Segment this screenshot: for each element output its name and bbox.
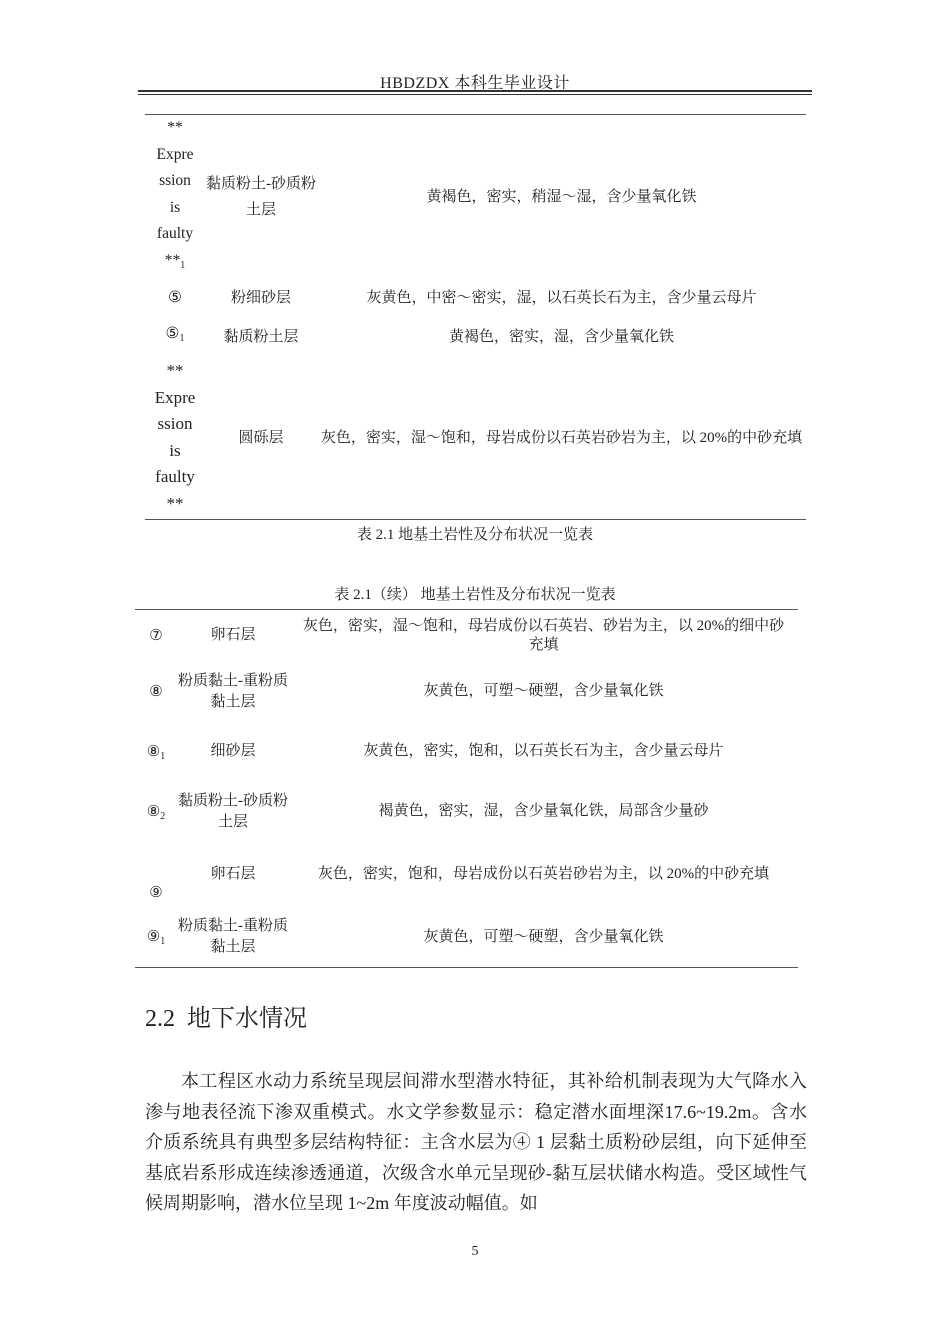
table-row bbox=[135, 908, 798, 968]
layer-id: $⑧_2$ bbox=[146, 803, 166, 822]
layer-name: 圆砾层 bbox=[238, 429, 284, 446]
layer-id: $⑧_1$ bbox=[146, 743, 166, 762]
layer-description: 灰黄色，可塑～硬塑，含少量氧化铁 bbox=[423, 683, 664, 699]
layer-name: 粉细砂层 bbox=[230, 290, 291, 306]
layer-name: 卵石层 bbox=[210, 866, 256, 882]
table-row bbox=[135, 842, 798, 908]
soil-table-part2 bbox=[135, 609, 798, 968]
header-rule-thin bbox=[138, 94, 812, 95]
table-row bbox=[145, 279, 806, 317]
layer-id: $⑨_1$ bbox=[146, 929, 166, 948]
page-number: 5 bbox=[471, 1244, 479, 1259]
section-heading bbox=[145, 998, 307, 1033]
layer-name: 细砂层 bbox=[210, 743, 256, 759]
table-caption: 表 2.1 地基土岩性及分布状况一览表 bbox=[356, 527, 594, 543]
layer-id: ** Expre ssion is faulty $**_1$ bbox=[156, 119, 194, 271]
layer-id: ⑦ bbox=[149, 628, 163, 645]
layer-description: 黄褐色，密实，稍湿～湿，含少量氧化铁 bbox=[426, 189, 697, 205]
table-row bbox=[135, 722, 798, 782]
layer-name: 黏质粉土层 bbox=[223, 329, 299, 345]
layer-name: 粉质黏土-重粉质黏土层 bbox=[178, 918, 288, 956]
soil-table-part1 bbox=[145, 114, 806, 520]
layer-name: 卵石层 bbox=[210, 627, 256, 644]
document-header: HBDZDX 本科生毕业设计 bbox=[380, 75, 570, 92]
layer-id: ⑤ bbox=[168, 288, 182, 306]
table-caption-continued: 表 2.1（续） 地基土岩性及分布状况一览表 bbox=[334, 587, 616, 603]
layer-description: 灰黄色，中密～密实，湿，以石英长石为主，含少量云母片 bbox=[366, 290, 757, 306]
layer-description: 灰色，密实，湿～饱和，母岩成份以石英岩、砂岩为主，以 20%的细中砂充填 bbox=[302, 617, 785, 653]
section-number: 2.2 bbox=[145, 1006, 175, 1032]
layer-id: $⑤_1$ bbox=[165, 325, 185, 345]
table-row bbox=[135, 782, 798, 842]
layer-description: 褐黄色，密实，湿，含少量氧化铁，局部含少量砂 bbox=[378, 803, 709, 819]
layer-name: 黏质粉土-砂质粉土层 bbox=[178, 792, 288, 830]
layer-name: 粉质黏土-重粉质黏土层 bbox=[178, 672, 288, 710]
table-row bbox=[145, 115, 806, 280]
layer-description: 灰色，密实，湿～饱和，母岩成份以石英岩砂岩为主，以 20%的中砂充填 bbox=[320, 429, 803, 446]
table-row bbox=[145, 317, 806, 357]
section-title: 地下水情况 bbox=[187, 1006, 307, 1032]
layer-id: ⑧ bbox=[149, 684, 163, 700]
layer-description: 灰黄色，密实，饱和，以石英长石为主，含少量云母片 bbox=[363, 743, 724, 759]
layer-name: 黏质粉土-砂质粉土层 bbox=[206, 176, 316, 218]
table-row bbox=[145, 357, 806, 519]
table-row bbox=[135, 610, 798, 662]
layer-description: 黄褐色，密实，湿，含少量氧化铁 bbox=[448, 329, 674, 345]
layer-description: 灰色，密实，饱和，母岩成份以石英岩砂岩为主，以 20%的中砂充填 bbox=[317, 866, 770, 882]
header-rule bbox=[138, 90, 812, 92]
table-row bbox=[135, 662, 798, 722]
layer-id: ⑨ bbox=[149, 884, 163, 901]
layer-id: ** Expre ssion is faulty ** bbox=[154, 361, 196, 513]
body-paragraph: 本工程区水动力系统呈现层间滞水型潜水特征，其补给机制表现为大气降水入渗与地表径流下渗双重模式。水文学参数显示：稳定潜水面埋深17.6~19.2m。含水介质系统具有典型多层结构特征：主含水层为④ 1 层黏土质粉砂层组，向下延伸至基底岩系形成连续渗透通道，次级含水单元呈现砂-黏互层状储水构造。受区域性气候周期影响，潜水位呈现 1~2m 年度波动幅值。如 bbox=[145, 1071, 807, 1213]
layer-description: 灰黄色，可塑～硬塑，含少量氧化铁 bbox=[423, 928, 664, 945]
